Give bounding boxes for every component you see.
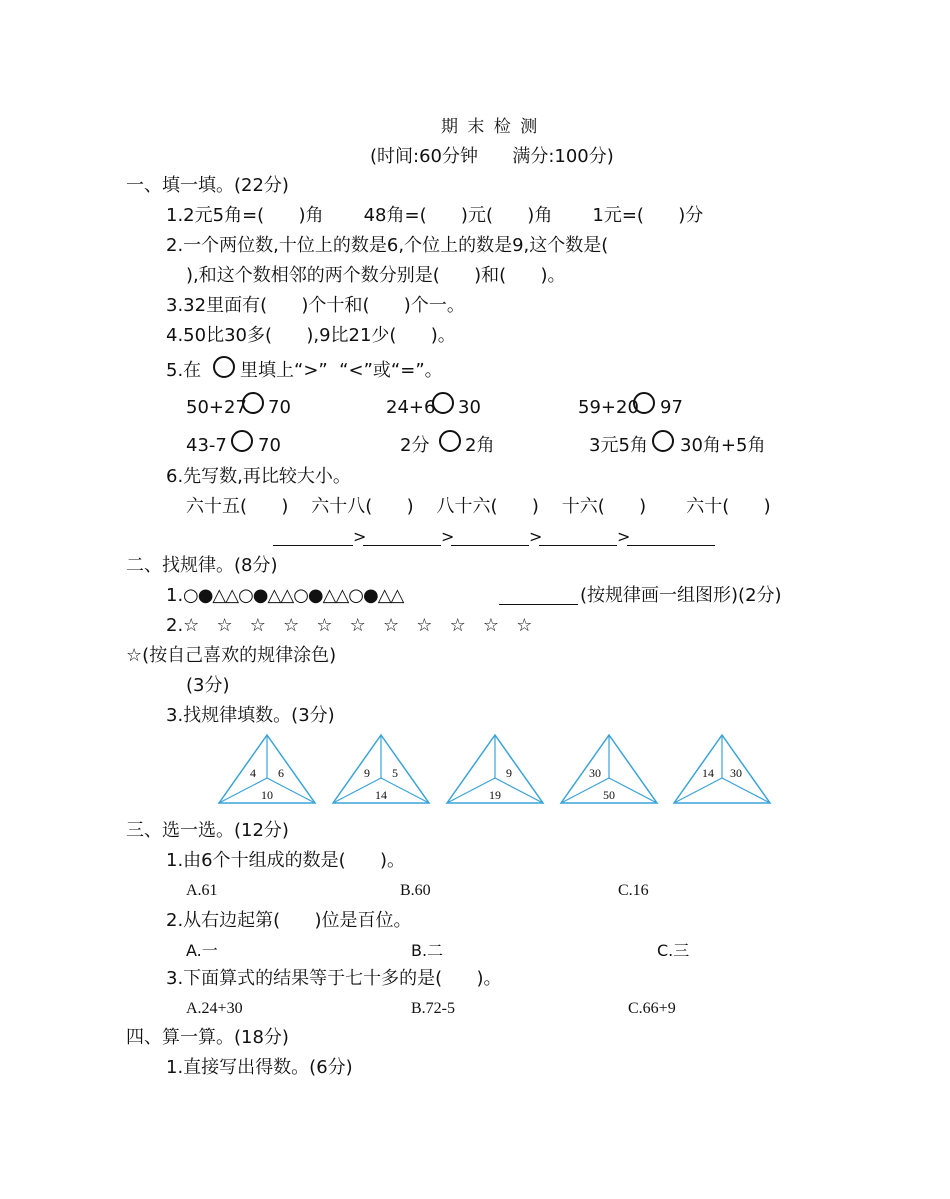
compare-right: 70 (268, 397, 291, 418)
triangle-puzzle (447, 735, 543, 803)
triangle-right-number: 6 (278, 766, 284, 780)
triangle-divider (267, 778, 315, 803)
triangle-divider (219, 778, 267, 803)
triangle-divider (609, 778, 657, 803)
option-b[interactable]: B.二 (411, 941, 444, 960)
compare-right: 2角 (465, 435, 495, 456)
question-text: 3.下面算式的结果等于七十多的是( )。 (166, 968, 502, 989)
triangle-divider (722, 778, 770, 803)
question-text: 6.先写数,再比较大小。 (166, 466, 351, 487)
compare-left: 59+20 (578, 397, 639, 418)
compare-right: 97 (660, 397, 683, 418)
greater-sign: > (353, 527, 367, 546)
triangle-bottom-number: 19 (489, 788, 501, 802)
score-text: (3分) (186, 675, 230, 696)
page-subtitle: (时间:60分钟 满分:100分) (370, 146, 614, 167)
triangle-divider (674, 778, 722, 803)
compare-left: 3元5角 (589, 435, 648, 456)
compare-right: 30角+5角 (680, 435, 766, 456)
question-text: 1.直接写出得数。(6分) (166, 1057, 353, 1078)
question-text: 2.一个两位数,十位上的数是6,个位上的数是9,这个数是( (166, 235, 609, 256)
triangle-puzzle (561, 735, 657, 803)
triangle-divider (561, 778, 609, 803)
compare-left: 24+6 (386, 397, 436, 418)
section-heading: 三、选一选。(12分) (126, 820, 289, 841)
section-heading: 一、填一填。(22分) (126, 175, 289, 196)
triangle-right-number: 9 (506, 766, 512, 780)
option-c[interactable]: C.三 (657, 941, 690, 960)
question-text: 1.由6个十组成的数是( )。 (166, 850, 406, 871)
triangle-left-number: 4 (250, 766, 256, 780)
triangle-left-number: 9 (364, 766, 370, 780)
question-number: 1. (166, 585, 184, 606)
triangle-divider (447, 778, 495, 803)
option-c[interactable]: C.16 (618, 882, 649, 899)
question-text: 1.2元5角=( )角 48角=( )元( )角 1元=( )分 (166, 205, 704, 226)
question-text: 里填上“>” “<”或“=”。 (240, 360, 443, 381)
compare-right: 30 (458, 397, 481, 418)
shape-sequence: ○●△△○●△△○●△△○●△△ (183, 585, 404, 606)
triangle-puzzle (333, 735, 429, 803)
compare-left: 2分 (400, 435, 430, 456)
question-text: 4.50比30多( ),9比21少( )。 (166, 325, 456, 346)
question-text: 六十五( ) 六十八( ) 八十六( ) 十六( ) 六十( ) (186, 496, 771, 517)
star-row: 2.☆ ☆ ☆ ☆ ☆ ☆ ☆ ☆ ☆ ☆ ☆ (166, 615, 533, 636)
option-a[interactable]: A.一 (186, 941, 218, 960)
compare-left: 50+27 (186, 397, 247, 418)
question-text: 2.从右边起第( )位是百位。 (166, 910, 412, 931)
question-text: ☆(按自己喜欢的规律涂色) (126, 645, 337, 666)
question-text: 3.32里面有( )个十和( )个一。 (166, 295, 465, 316)
option-a[interactable]: A.61 (186, 882, 218, 899)
triangle-bottom-number: 10 (261, 788, 273, 802)
compare-left: 43-7 (186, 435, 227, 456)
question-text: 3.找规律填数。(3分) (166, 705, 335, 726)
triangle-bottom-number: 14 (375, 788, 387, 802)
triangle-right-number: 30 (730, 766, 742, 780)
greater-sign: > (441, 527, 455, 546)
option-b[interactable]: B.72-5 (411, 1000, 455, 1017)
triangle-left-number: 14 (702, 766, 714, 780)
triangle-divider (381, 778, 429, 803)
triangle-puzzle (219, 735, 315, 803)
triangle-bottom-number: 50 (603, 788, 615, 802)
section-heading: 四、算一算。(18分) (126, 1027, 289, 1048)
option-b[interactable]: B.60 (400, 882, 431, 899)
greater-sign: > (529, 527, 543, 546)
triangle-divider (495, 778, 543, 803)
section-heading: 二、找规律。(8分) (126, 555, 278, 576)
option-a[interactable]: A.24+30 (186, 1000, 243, 1017)
option-c[interactable]: C.66+9 (628, 1000, 676, 1017)
question-text: 5.在 (166, 360, 202, 381)
page-title: 期 末 检 测 (441, 117, 540, 137)
triangle-right-number: 5 (392, 766, 398, 780)
compare-right: 70 (258, 435, 281, 456)
question-text: (按规律画一组图形)(2分) (580, 585, 782, 606)
triangle-puzzle (674, 735, 770, 803)
greater-sign: > (617, 527, 631, 546)
triangle-left-number: 30 (589, 766, 601, 780)
triangle-divider (333, 778, 381, 803)
question-text: ),和这个数相邻的两个数分别是( )和( )。 (186, 265, 566, 286)
